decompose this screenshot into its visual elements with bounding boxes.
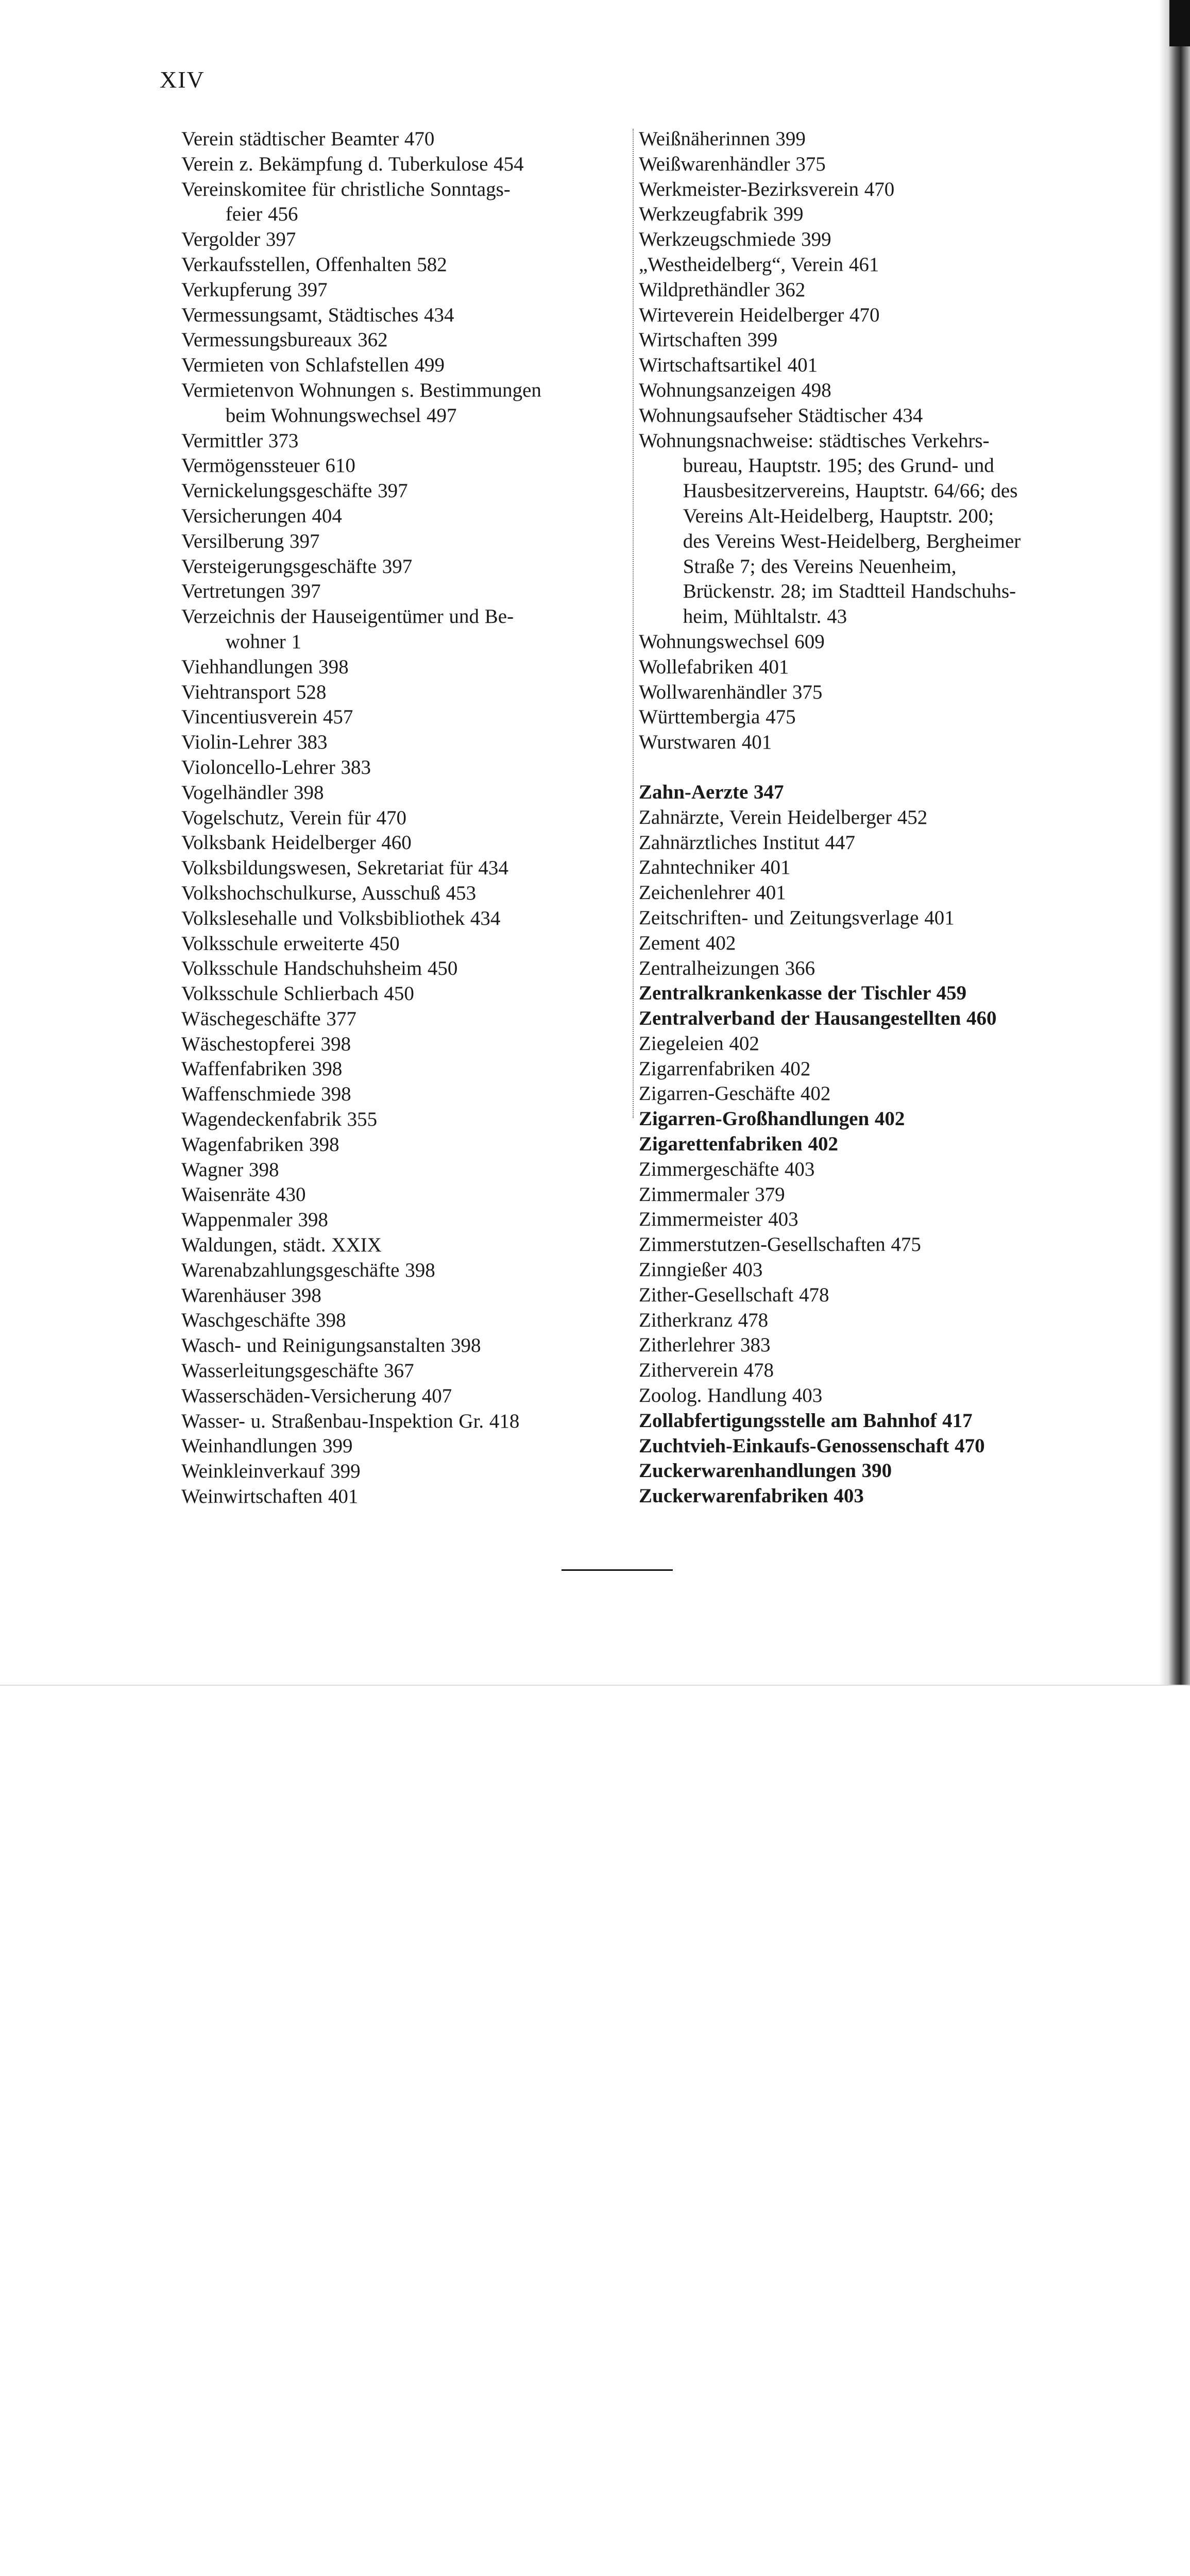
index-entry: Vereinskomitee für christliche Sonntags-: [181, 178, 511, 200]
index-entry: Wäschegeschäfte 377: [181, 1007, 356, 1030]
index-entry: Volkshochschulkurse, Ausschuß 453: [181, 882, 477, 904]
index-entry: Zimmermaler 379: [639, 1183, 785, 1206]
index-entry: Werkzeugfabrik 399: [639, 203, 804, 226]
index-entry-continuation: Vereins Alt-Heidelberg, Hauptstr. 200;: [683, 504, 994, 527]
index-entry: Zahnärztliches Institut 447: [639, 831, 856, 854]
index-entry: Vermieten von Schlafstellen 499: [181, 354, 445, 377]
index-entry: Versilberung 397: [181, 530, 320, 552]
index-entry: Werkzeugschmiede 399: [639, 228, 831, 251]
index-entry: Vergolder 397: [181, 228, 296, 251]
index-entry: Warenabzahlungsgeschäfte 398: [181, 1259, 435, 1281]
index-entry-continuation: beim Wohnungswechsel 497: [225, 404, 457, 427]
index-entry: Warenhäuser 398: [181, 1284, 321, 1307]
index-entry: Wasserschäden-Versicherung 407: [181, 1384, 452, 1407]
index-entry: Volksschule Schlierbach 450: [181, 982, 414, 1005]
index-entry-continuation: Hausbesitzervereins, Hauptstr. 64/66; des: [683, 480, 1018, 502]
index-entry: Zentralkrankenkasse der Tischler 459: [639, 982, 967, 1005]
index-entry: Violoncello-Lehrer 383: [181, 756, 371, 778]
end-rule: [562, 1569, 673, 1571]
index-entry: Zitherkranz 478: [639, 1309, 769, 1331]
index-entry: Zuckerwarenfabriken 403: [639, 1485, 864, 1507]
index-entry-continuation: Straße 7; des Vereins Neuenheim,: [683, 555, 957, 578]
index-entry: Verein städtischer Beamter 470: [181, 128, 435, 150]
index-entry: Wohnungsanzeigen 498: [639, 379, 831, 401]
index-entry: Wasch- und Reinigungsanstalten 398: [181, 1334, 481, 1357]
index-entry: Württembergia 475: [639, 706, 796, 728]
index-entry: Zentralverband der Hausangestellten 460: [639, 1007, 997, 1030]
index-entry: Zuckerwarenhandlungen 390: [639, 1460, 892, 1482]
index-entry: Vogelhändler 398: [181, 781, 324, 804]
index-entry: Volksbank Heidelberger 460: [181, 832, 412, 854]
index-entry: Wollefabriken 401: [639, 655, 789, 678]
index-entry: Versteigerungsgeschäfte 397: [181, 555, 413, 578]
index-entry: Vermessungsbureaux 362: [181, 329, 388, 351]
index-entry: Zentralheizungen 366: [639, 957, 815, 979]
index-entry: Verzeichnis der Hauseigentümer und Be-: [181, 605, 514, 628]
index-entry: Wohnungsnachweise: städtisches Verkehrs-: [639, 429, 990, 452]
index-entry: Wurstwaren 401: [639, 731, 772, 754]
index-entry: Zimmermeister 403: [639, 1208, 798, 1231]
index-column-right: [639, 127, 1046, 1509]
index-entry-continuation: bureau, Hauptstr. 195; des Grund- und: [683, 454, 994, 477]
index-entry: Weinkleinverkauf 399: [181, 1460, 361, 1483]
index-entry: Vogelschutz, Verein für 470: [181, 806, 406, 829]
index-entry: Wirtschaftsartikel 401: [639, 354, 818, 377]
index-entry: Zither-Gesellschaft 478: [639, 1283, 829, 1306]
index-entry: Zuchtvieh-Einkaufs-Genossenschaft 470: [639, 1434, 985, 1457]
index-entry: Wäschestopferei 398: [181, 1032, 351, 1055]
index-entry: Zahn-Aerzte 347: [639, 781, 784, 803]
index-entry-continuation: des Vereins West-Heidelberg, Bergheimer: [683, 530, 1021, 552]
index-entry: Wasser- u. Straßenbau-Inspektion Gr. 418: [181, 1410, 520, 1432]
index-entry: Zitherlehrer 383: [639, 1334, 771, 1357]
index-entry-continuation: heim, Mühltalstr. 43: [683, 605, 847, 628]
index-entry: Zitherverein 478: [639, 1359, 774, 1382]
index-entry: Verkupferung 397: [181, 278, 328, 301]
index-entry: Viehhandlungen 398: [181, 655, 349, 678]
index-entry: Waldungen, städt. XXIX: [181, 1234, 382, 1257]
index-entry: Wappenmaler 398: [181, 1209, 328, 1231]
index-column-left: [181, 127, 624, 1510]
index-entry: Zement 402: [639, 931, 736, 954]
index-entry: Vertretungen 397: [181, 580, 321, 603]
index-entry: Vermietenvon Wohnungen s. Bestimmungen: [181, 379, 541, 401]
index-entry: Waffenfabriken 398: [181, 1058, 343, 1080]
index-entry: Waschgeschäfte 398: [181, 1309, 346, 1332]
index-entry: Wirtschaften 399: [639, 329, 778, 351]
index-entry: Zeichenlehrer 401: [639, 882, 786, 904]
index-entry: Ziegeleien 402: [639, 1032, 759, 1055]
index-entry: Weißnäherinnen 399: [639, 128, 806, 150]
index-entry: Volksbildungswesen, Sekretariat für 434: [181, 857, 508, 879]
index-entry: Zahnärzte, Verein Heidelberger 452: [639, 806, 928, 828]
index-entry: Vernickelungsgeschäfte 397: [181, 480, 408, 502]
index-entry: Zimmergeschäfte 403: [639, 1158, 815, 1180]
index-entry: Vermögenssteuer 610: [181, 454, 355, 477]
index-entry: Vincentiusverein 457: [181, 706, 353, 728]
index-entry: Zahntechniker 401: [639, 856, 791, 879]
index-entry: Zigarren-Geschäfte 402: [639, 1082, 831, 1105]
index-entry: Wagendeckenfabrik 355: [181, 1108, 378, 1131]
index-entry: Weinwirtschaften 401: [181, 1485, 359, 1508]
index-entry: „Westheidelberg“, Verein 461: [639, 253, 879, 276]
index-entry: Wohnungsaufseher Städtischer 434: [639, 404, 923, 427]
index-entry: Vermittler 373: [181, 429, 299, 452]
section-gap: [639, 755, 1046, 780]
index-entry: Zigarettenfabriken 402: [639, 1133, 839, 1156]
index-entry: Versicherungen 404: [181, 504, 342, 527]
index-entry: Viehtransport 528: [181, 681, 327, 703]
index-entry-continuation: wohner 1: [225, 630, 302, 653]
scan-edge-top: [1169, 0, 1190, 46]
index-entry: Zeitschriften- und Zeitungsverlage 401: [639, 906, 955, 929]
index-entry: Weißwarenhändler 375: [639, 152, 826, 175]
index-entry-continuation: Brückenstr. 28; im Stadtteil Handschuhs-: [683, 580, 1016, 603]
index-entry: Werkmeister-Bezirksverein 470: [639, 178, 895, 200]
index-entry: Vermessungsamt, Städtisches 434: [181, 303, 454, 326]
index-entry: Wagner 398: [181, 1158, 279, 1181]
footer: [0, 1685, 1190, 1795]
index-entry: Zoolog. Handlung 403: [639, 1384, 823, 1407]
index-entry: Wagenfabriken 398: [181, 1133, 339, 1156]
index-entry: Waffenschmiede 398: [181, 1083, 351, 1106]
index-entry: Wirteverein Heidelberger 470: [639, 303, 880, 326]
index-entry: Wohnungswechsel 609: [639, 630, 825, 653]
index-entry: Volkslesehalle und Volksbibliothek 434: [181, 907, 501, 929]
index-entry-continuation: feier 456: [225, 203, 298, 226]
index-entry: Wollwarenhändler 375: [639, 681, 823, 703]
index-entry: Wasserleitungsgeschäfte 367: [181, 1360, 414, 1382]
index-entry: Waisenräte 430: [181, 1183, 306, 1206]
index-entry: Verein z. Bekämpfung d. Tuberkulose 454: [181, 152, 524, 175]
index-entry: Weinhandlungen 399: [181, 1435, 353, 1458]
column-divider: [633, 129, 634, 1118]
page-number: XIV: [160, 66, 205, 93]
index-entry: Zimmerstutzen-Gesellschaften 475: [639, 1233, 921, 1256]
index-entry: Zigarrenfabriken 402: [639, 1057, 811, 1080]
scan-edge: [1159, 0, 1190, 1685]
index-entry: Zinngießer 403: [639, 1259, 763, 1281]
index-entry: Volksschule Handschuhsheim 450: [181, 957, 458, 980]
index-entry: Wildprethändler 362: [639, 278, 806, 301]
index-entry: Zigarren-Großhandlungen 402: [639, 1108, 905, 1130]
index-entry: Zollabfertigungsstelle am Bahnhof 417: [639, 1409, 973, 1432]
index-entry: Volksschule erweiterte 450: [181, 932, 400, 955]
index-entry: Violin-Lehrer 383: [181, 731, 328, 754]
index-entry: Verkaufsstellen, Offenhalten 582: [181, 253, 447, 276]
